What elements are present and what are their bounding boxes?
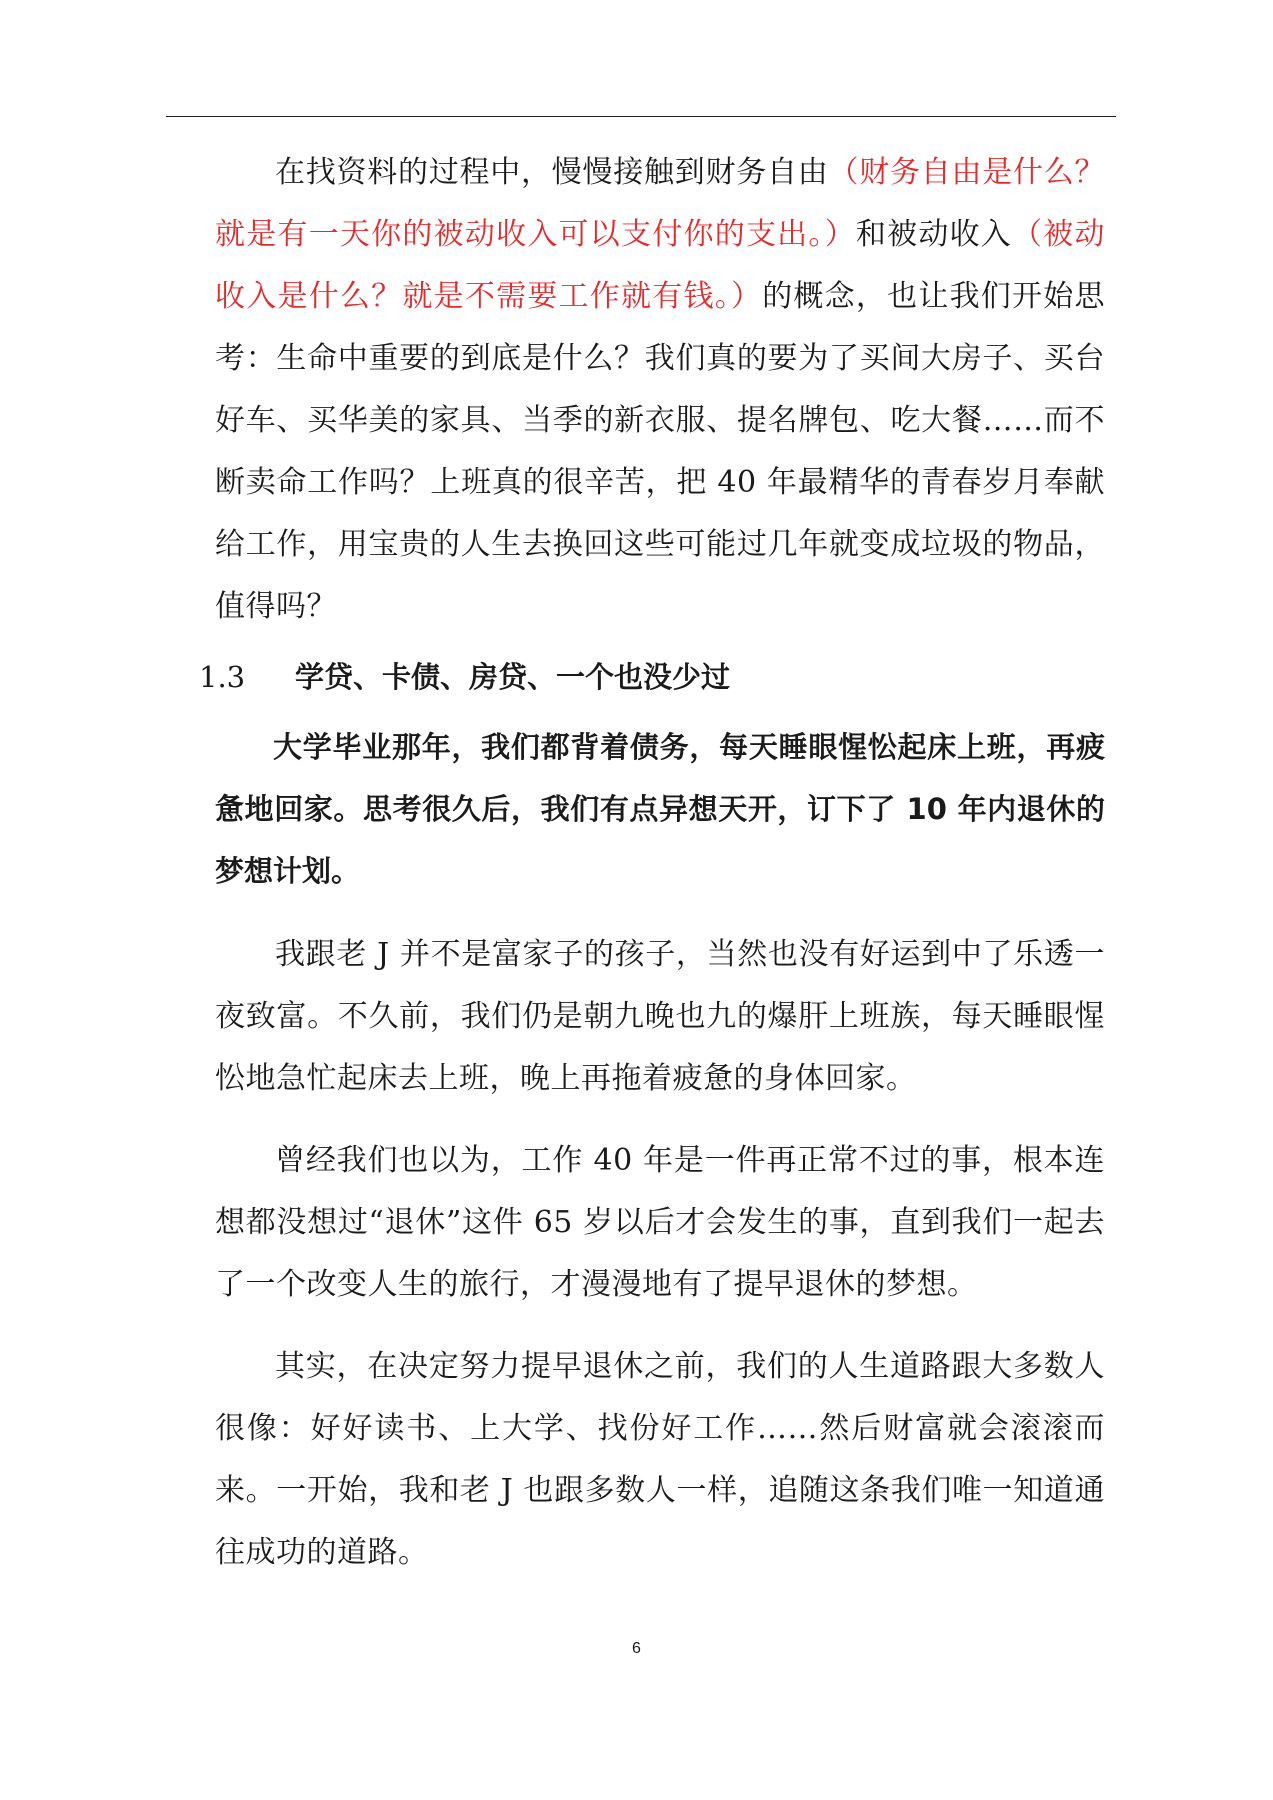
- paragraph-financial-freedom: [215, 142, 1105, 638]
- section-heading: [199, 646, 1105, 708]
- paragraph-text: 的概念，也让我们开始思考：生命中重要的到底是什么？我们真的要为了买间大房子、买台好车、买华美的家具、当季的新衣服、提名牌包、吃大餐……而不断卖命工作吗？上班真的很辛苦，把 40 年最精华的青春岁月奉献给工作，用宝贵的人生去换回这些可能过几年就变成垃圾的物品，值得吗？: [215, 279, 1106, 624]
- page-body: [199, 142, 1106, 1584]
- paragraph-life-path: 其实，在决定努力提早退休之前，我们的人生道路跟大多数人很像：好好读书、上大学、找份好工作……然后财富就会滚滚而来。一开始，我和老 J 也跟多数人一样，追随这条我们唯一知道通往成功的道路。: [215, 1349, 1105, 1570]
- paragraph-background: 我跟老 J 并不是富家子的孩子，当然也没有好运到中了乐透一夜致富。不久前，我们仍是朝九晚也九的爆肝上班族，每天睡眼惺忪地急忙起床去上班，晚上再拖着疲惫的身体回家。: [215, 937, 1105, 1096]
- section-number: 1.3: [199, 660, 246, 694]
- paragraph-text: 和被动收入: [855, 217, 1013, 252]
- passive-income-definition: （被动收入是什么？就是不需要工作就有钱。）: [215, 217, 1106, 314]
- header-rule: [166, 116, 1116, 117]
- paragraph-retirement-dream: 曾经我们也以为，工作 40 年是一件再正常不过的事，根本连想都没想过“退休”这件 65 岁以后才会发生的事，直到我们一起去了一个改变人生的旅行，才漫漫地有了提早退休的梦想。: [215, 1143, 1105, 1302]
- section-title: 学贷、卡债、房贷、一个也没少过: [295, 660, 731, 694]
- bold-summary-paragraph: 大学毕业那年，我们都背着债务，每天睡眼惺忪起床上班，再疲惫地回家。思考很久后，我们有点异想天开，订下了 10 年内退休的梦想计划。: [215, 730, 1105, 888]
- page-number: 6: [632, 1640, 641, 1657]
- financial-freedom-definition: （财务自由是什么？就是有一天你的被动收入可以支付你的支出。）: [215, 155, 1105, 252]
- paragraph-text: 在找资料的过程中，慢慢接触到财务自由: [275, 155, 829, 190]
